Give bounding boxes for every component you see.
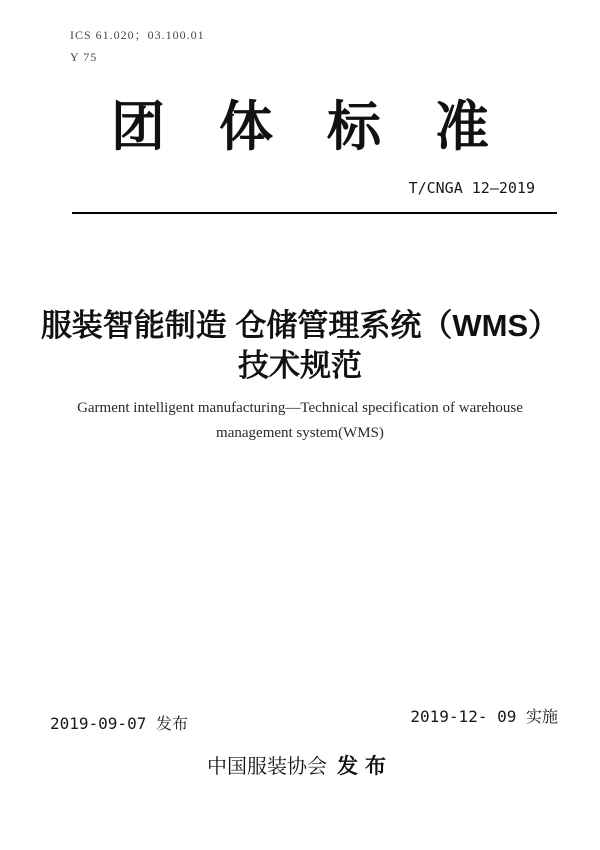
- header-divider: [72, 212, 557, 214]
- implementation-date: 2019-12- 09 实施: [410, 707, 558, 726]
- standard-number: T/CNGA 12—2019: [408, 179, 535, 197]
- publisher-line: [0, 750, 600, 780]
- doc-type-title: 团 体 标 准: [111, 97, 489, 157]
- title-en-line1: Garment intelligent manufacturing—Technical specification of warehouse: [77, 400, 523, 416]
- title-cn-line1: 服装智能制造 仓储管理系统（WMS）: [40, 308, 560, 343]
- publisher-name: 中国服装协会: [207, 756, 327, 778]
- publish-action: 发布: [337, 755, 393, 778]
- issue-date: 2019-09-07 发布: [50, 714, 188, 733]
- ics-code: ICS 61.020；03.100.01: [70, 28, 205, 42]
- title-cn-line2: 技术规范: [238, 348, 362, 383]
- title-english: [0, 396, 600, 446]
- title-en-line2: management system(WMS): [216, 425, 384, 441]
- title-chinese: [0, 306, 600, 386]
- ics-code-block: [70, 24, 205, 68]
- classification-code: Y 75: [70, 50, 98, 64]
